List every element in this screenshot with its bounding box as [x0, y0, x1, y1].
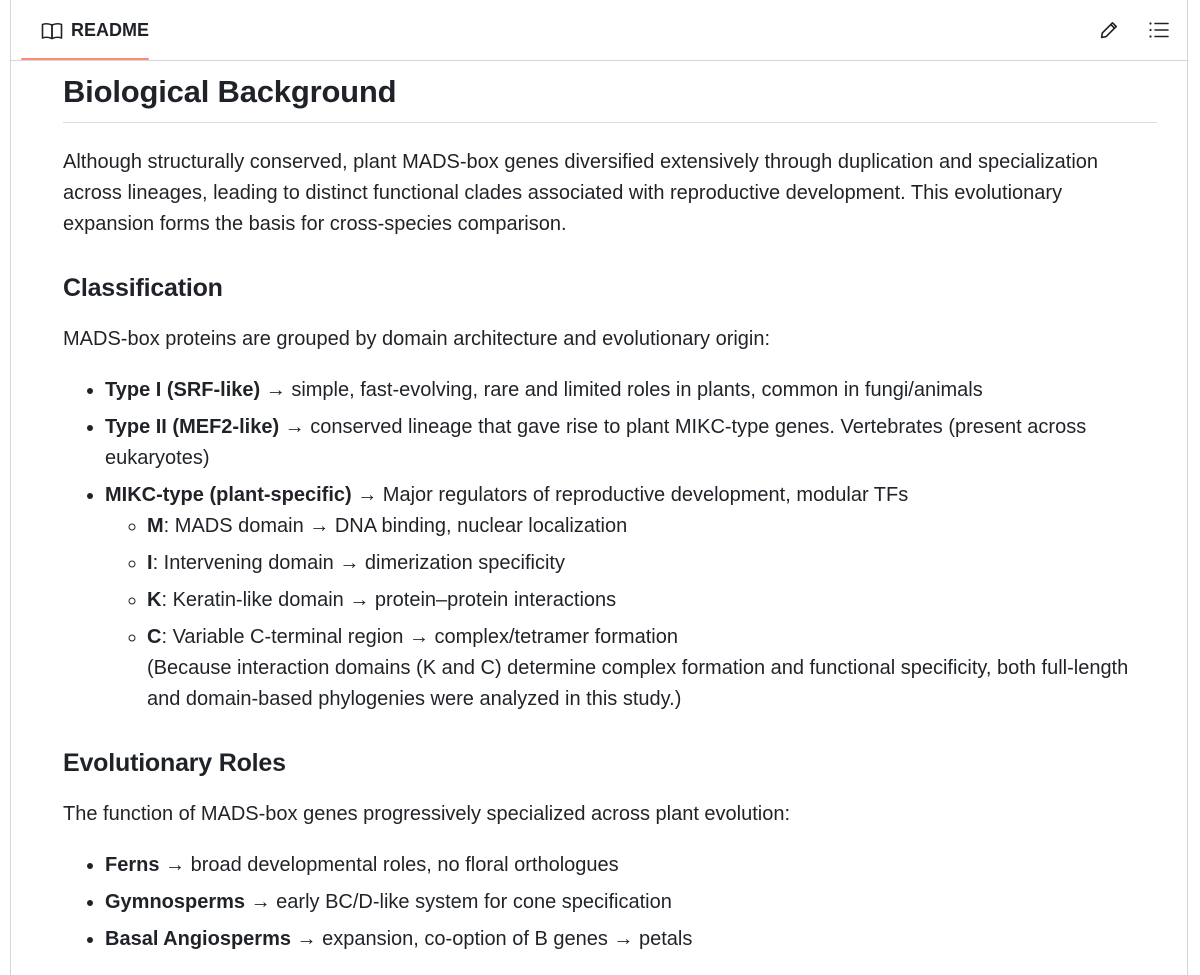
item-term: Type I (SRF-like) — [105, 379, 261, 401]
classification-list — [63, 375, 1157, 715]
domain-text: : Keratin-like domain → protein–protein interactions — [161, 589, 617, 611]
item-text: → broad developmental roles, no floral orthologues — [159, 854, 619, 876]
list-item — [105, 375, 1157, 406]
item-text: → conserved lineage that gave rise to plant MIKC-type genes. Vertebrates (present across eukaryotes) — [105, 416, 1087, 469]
domain-note: (Because interaction domains (K and C) determine complex formation and functional specificity, both full-length and domain-based phylogenies were analyzed in this study.) — [147, 657, 1129, 710]
readme-tab[interactable] — [21, 0, 161, 61]
page-title: Biological Background — [63, 72, 1157, 123]
list-item — [105, 480, 1157, 715]
domain-text: : Variable C-terminal region → complex/tetramer formation — [161, 626, 678, 648]
domain-item — [147, 585, 1157, 616]
domain-term: M — [147, 515, 164, 537]
evolutionary-roles-heading: Evolutionary Roles — [63, 749, 286, 777]
edit-file-button[interactable] — [1093, 14, 1125, 46]
domain-item — [147, 622, 1157, 715]
evolutionary-roles-list — [63, 850, 1157, 955]
item-text: → expansion, co-option of B genes → petals — [291, 928, 693, 950]
readme-panel — [10, 0, 1188, 975]
pencil-icon — [1099, 20, 1119, 40]
readme-content — [63, 72, 1157, 955]
domain-text: : MADS domain → DNA binding, nuclear localization — [163, 515, 628, 537]
header-actions — [1093, 14, 1175, 46]
list-item — [105, 924, 1157, 955]
list-item — [105, 412, 1157, 474]
domain-term: K — [147, 589, 162, 611]
domain-item — [147, 511, 1157, 542]
classification-lead: MADS-box proteins are grouped by domain architecture and evolutionary origin: — [63, 328, 771, 350]
item-term: Gymnosperms — [105, 891, 246, 913]
domain-text: : Intervening domain → dimerization specificity — [152, 552, 565, 574]
readme-tab-label: README — [71, 20, 150, 40]
list-unordered-icon — [1148, 20, 1170, 40]
item-text: → simple, fast-evolving, rare and limited roles in plants, common in fungi/animals — [260, 379, 983, 401]
domain-item — [147, 548, 1157, 579]
item-term: Ferns — [105, 854, 160, 876]
outline-button[interactable] — [1143, 14, 1175, 46]
list-item — [105, 887, 1157, 918]
domain-term: I — [147, 552, 153, 574]
evolutionary-roles-lead: The function of MADS-box genes progressively specialized across plant evolution: — [63, 803, 791, 825]
readme-header — [11, 0, 1187, 61]
item-term: Type II (MEF2-like) — [105, 416, 280, 438]
item-term: MIKC-type (plant-specific) — [105, 484, 352, 506]
list-item — [105, 850, 1157, 881]
domain-term: C — [147, 626, 162, 648]
item-text: → Major regulators of reproductive development, modular TFs — [351, 484, 909, 506]
domain-list — [105, 511, 1157, 715]
active-tab-indicator — [21, 58, 149, 60]
item-term: Basal Angiosperms — [105, 928, 291, 950]
classification-heading: Classification — [63, 274, 223, 302]
intro-paragraph: Although structurally conserved, plant MADS-box genes diversified extensively through duplication and specialization across lineages, leading to distinct functional clades associated with reproductive development. This evolutionary expansion forms the basis for cross-species comparison. — [63, 151, 1099, 235]
book-icon — [41, 21, 63, 41]
item-text: → early BC/D-like system for cone specification — [245, 891, 672, 913]
